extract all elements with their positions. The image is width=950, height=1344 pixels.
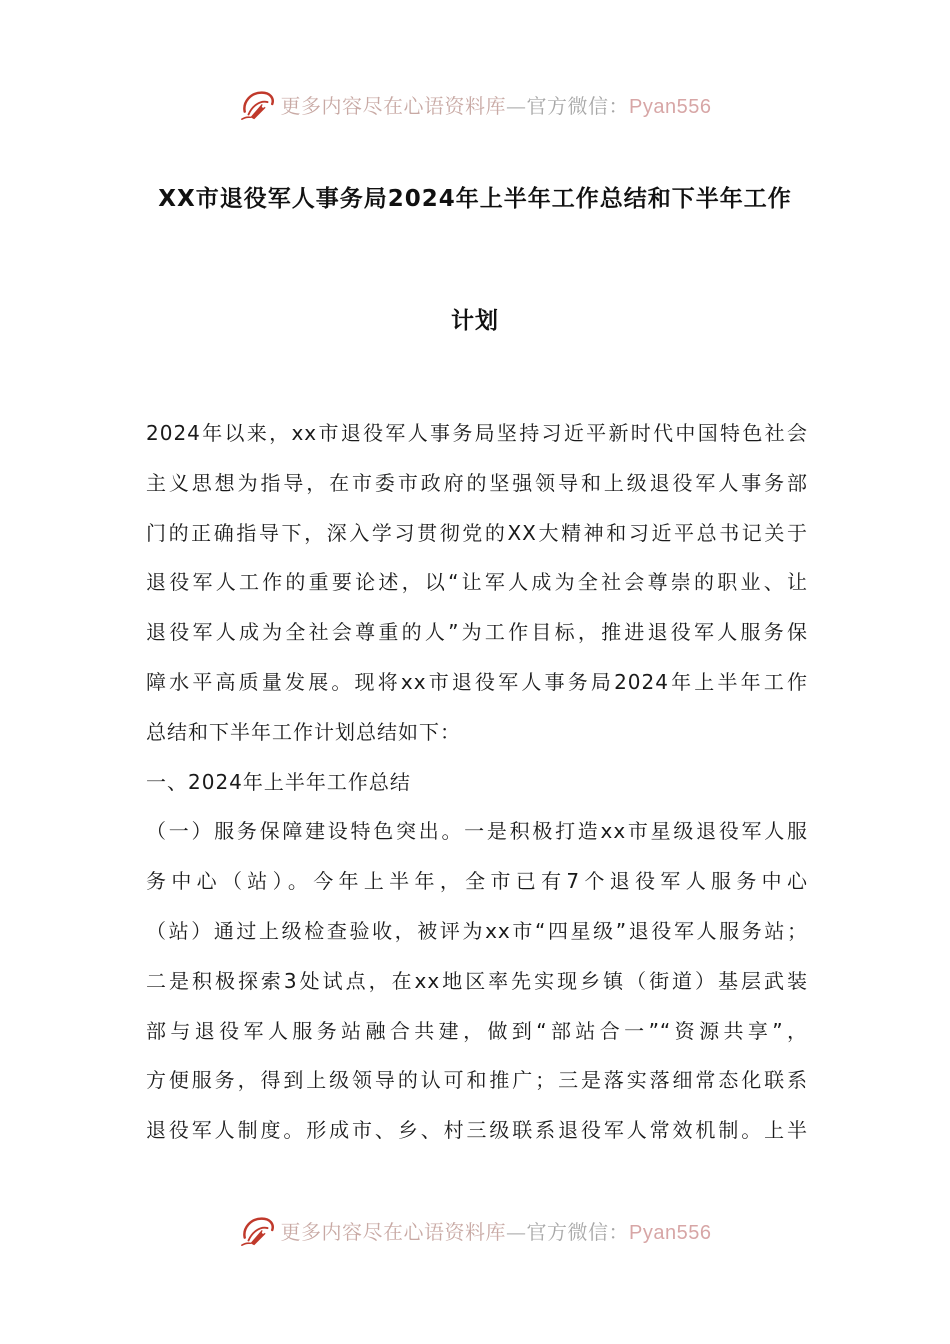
watermark-official-label: 官方微信： [526, 93, 630, 118]
document-body [146, 414, 808, 1161]
document-title-line-1: XX市退役军人事务局2024年上半年工作总结和下半年工作 [158, 186, 792, 212]
body-line: 方便服务，得到上级领导的认可和推广；三是落实落细常态化联系 [146, 1068, 808, 1093]
watermark-text [281, 90, 712, 119]
body-line: 退役军人工作的重要论述，以“让军人成为全社会尊崇的职业、让 [146, 570, 808, 595]
footer-watermark [0, 1208, 950, 1252]
body-line: 二是积极探索3处试点，在xx地区率先实现乡镇（街道）基层武装 [146, 968, 808, 993]
body-line: 主义思想为指导，在市委市政府的坚强领导和上级退役军人事务部 [146, 470, 808, 495]
pen-nib-swirl-icon [239, 85, 277, 123]
watermark-site-text: 更多内容尽在心语资料库 [280, 93, 507, 118]
body-line: 2024年以来，xx市退役军人事务局坚持习近平新时代中国特色社会 [146, 421, 808, 445]
body-line: 务中心（站）。今年上半年，全市已有7个退役军人服务中心 [146, 869, 808, 894]
section-heading: 一、2024年上半年工作总结 [146, 769, 411, 794]
document-title-line-2: 计划 [451, 308, 499, 334]
watermark-site-text: 更多内容尽在心语资料库 [280, 1219, 507, 1244]
header-watermark [0, 82, 950, 126]
body-line: 障水平高质量发展。现将xx市退役军人事务局2024年上半年工作 [146, 669, 808, 694]
watermark-account: Pyan556 [629, 95, 712, 118]
body-line: 门的正确指导下，深入学习贯彻党的XX大精神和习近平总书记关于 [146, 520, 808, 545]
body-line: （站）通过上级检查验收，被评为xx市“四星级”退役军人服务站； [146, 918, 808, 943]
body-line: （一）服务保障建设特色突出。一是积极打造xx市星级退役军人服 [146, 819, 808, 844]
body-line: 总结和下半年工作计划总结如下： [146, 719, 461, 744]
pen-nib-swirl-icon [239, 1211, 277, 1249]
body-line: 退役军人制度。形成市、乡、村三级联系退役军人常效机制。上半 [146, 1118, 808, 1143]
watermark-dash: — [506, 1219, 527, 1244]
watermark-account: Pyan556 [629, 1221, 712, 1244]
watermark-official-label: 官方微信： [526, 1219, 630, 1244]
body-line: 退役军人成为全社会尊重的人”为工作目标，推进退役军人服务保 [146, 620, 808, 645]
watermark-text [281, 1216, 712, 1245]
body-line: 部与退役军人服务站融合共建，做到“部站合一”“资源共享”， [146, 1018, 808, 1043]
watermark-dash: — [506, 93, 527, 118]
